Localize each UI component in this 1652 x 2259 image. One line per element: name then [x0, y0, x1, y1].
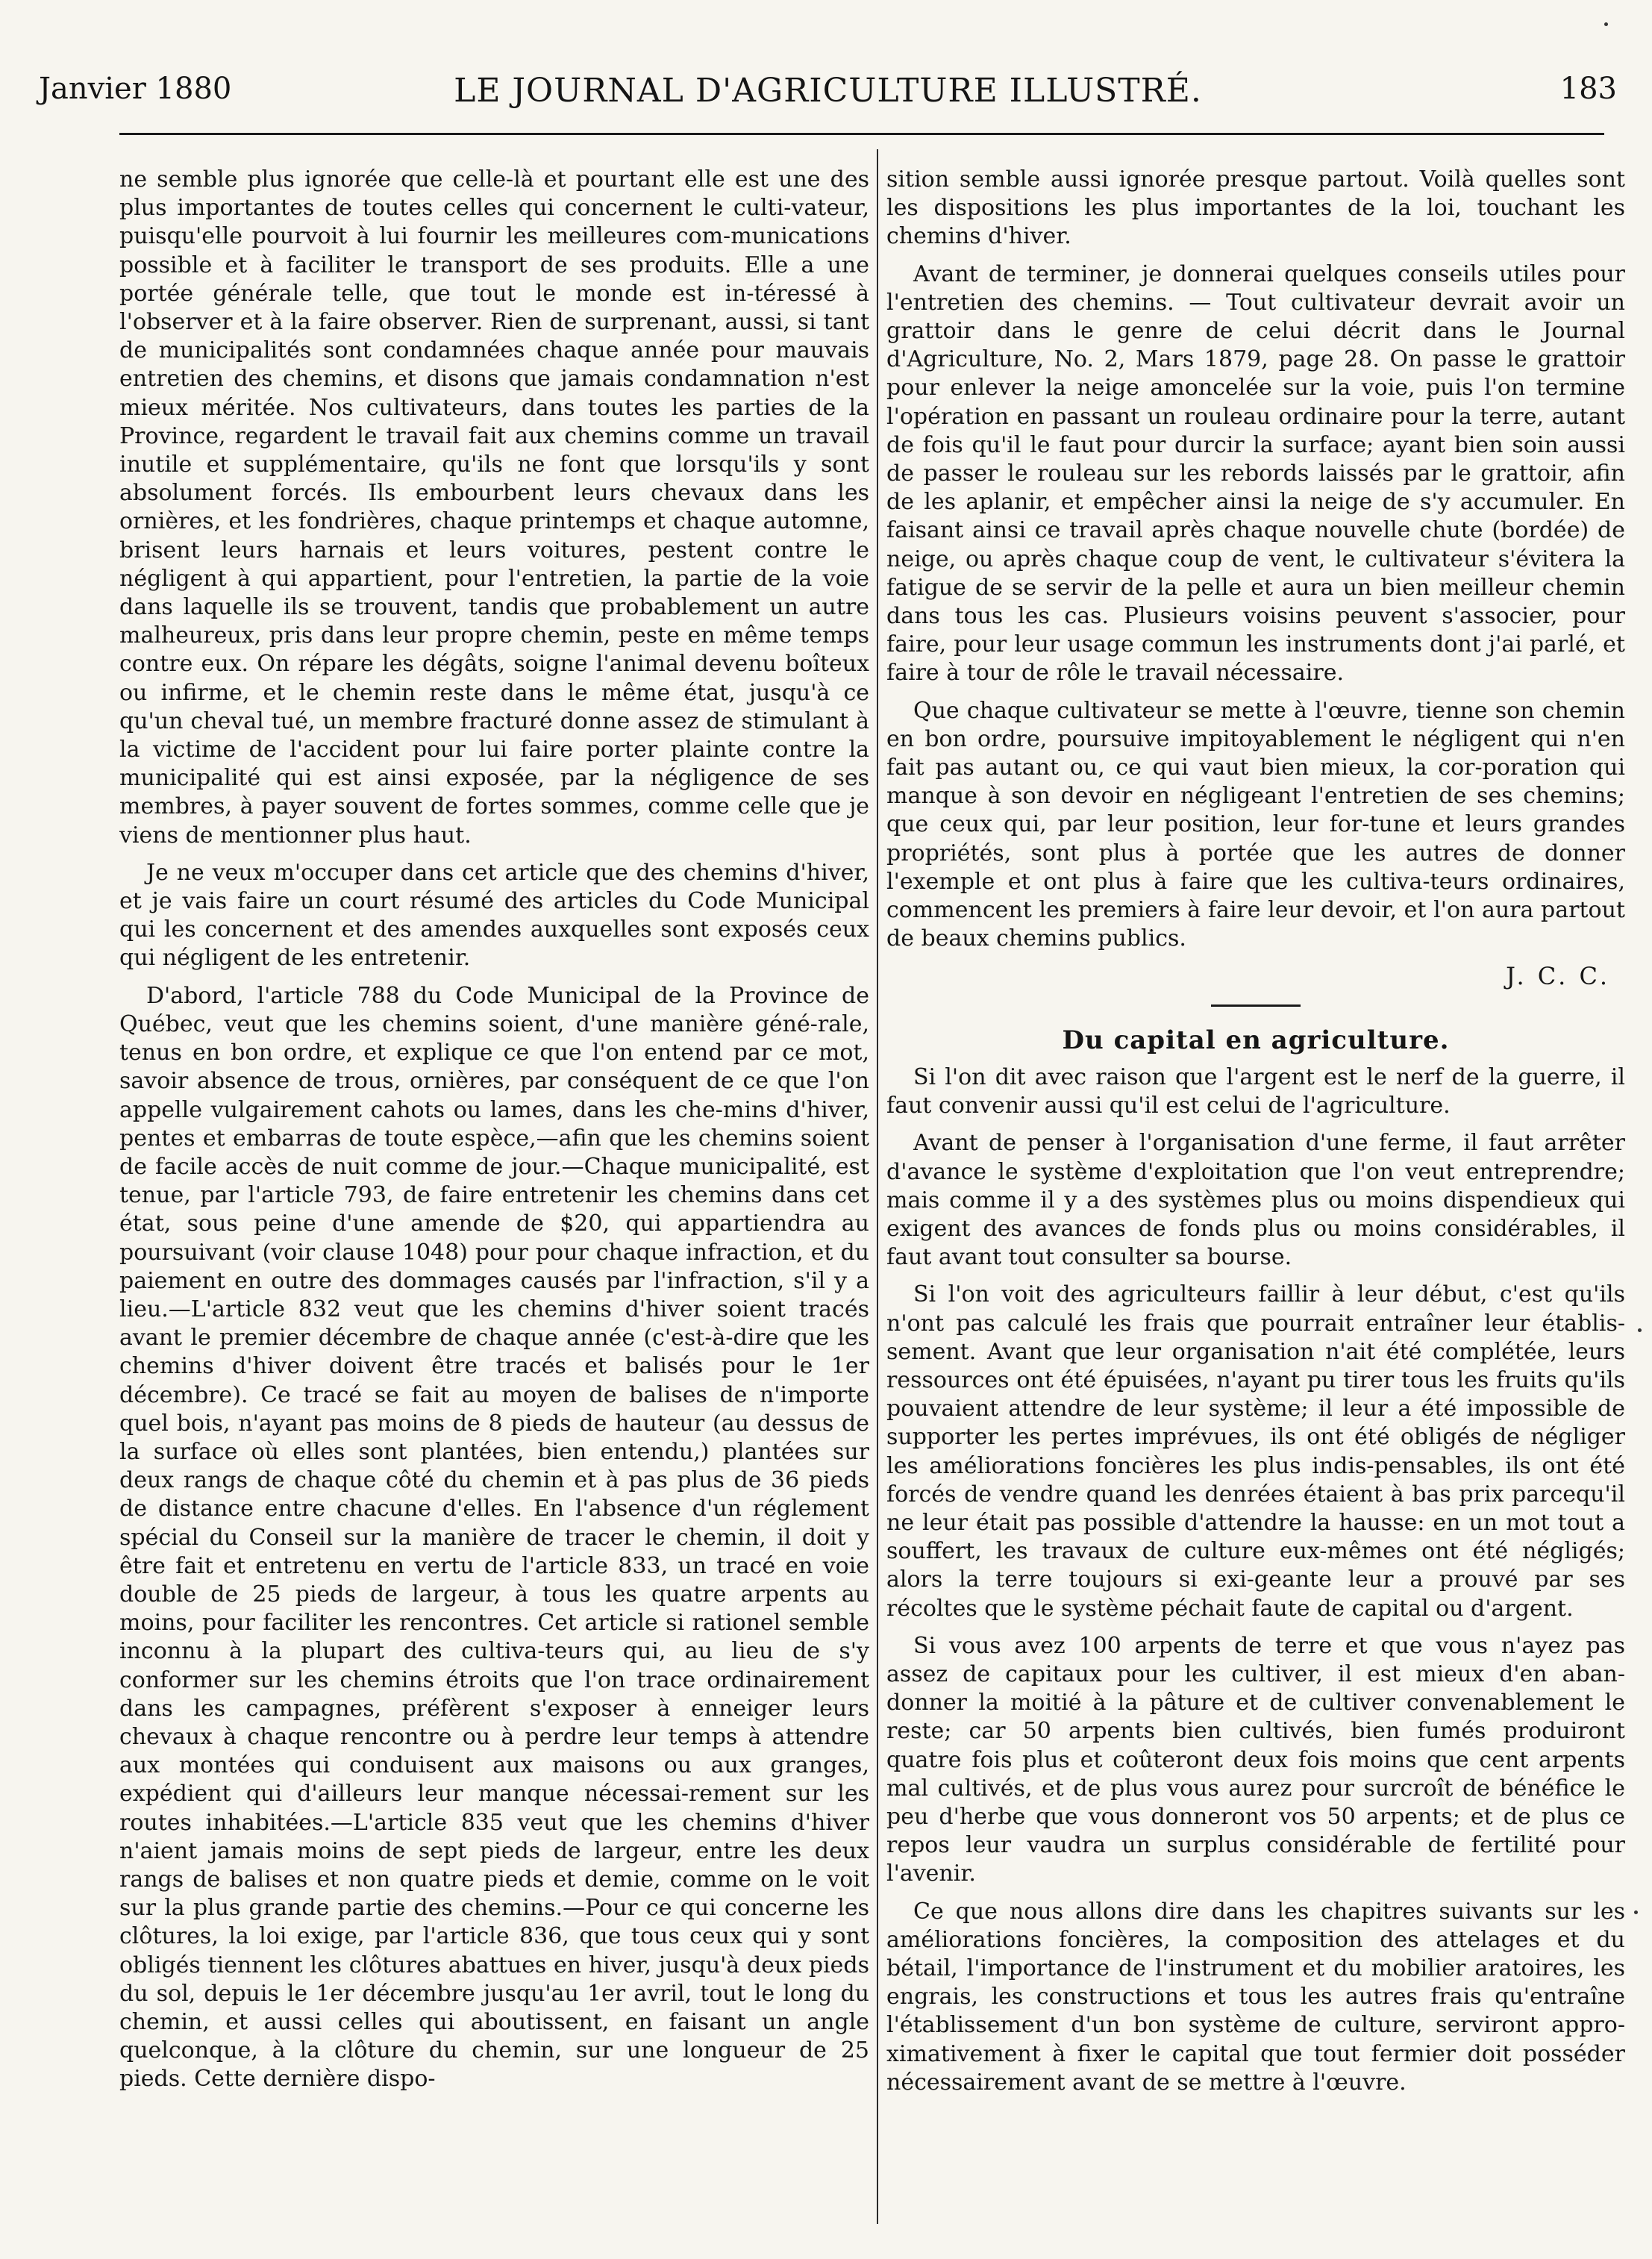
paragraph: Avant de penser à l'organisation d'une ferme, il faut arrêter d'avance le système d'exploitation que l'on veut entreprendre; mais comme il y a des systèmes plus ou moins dispendieux qui exigent des avances de fonds plus ou moins considérables, il faut avant tout consulter sa bourse. [886, 1130, 1625, 1271]
section-rule [1211, 1004, 1301, 1007]
column-divider [877, 149, 878, 2224]
paragraph: Si l'on dit avec raison que l'argent est le nerf de la guerre, il faut convenir aussi qu'il est celui de l'agriculture. [886, 1063, 1625, 1119]
right-column [886, 166, 1625, 2225]
paragraph: sition semble aussi ignorée presque partout. Voilà quelles sont les dispositions les plus importantes de la loi, touchant les chemins d'hiver. [886, 166, 1625, 250]
header-journal-title: LE JOURNAL D'AGRICULTURE ILLUSTRÉ. [454, 72, 1202, 110]
author-signature: J. C. C. [1506, 962, 1610, 991]
page-header [39, 72, 1617, 116]
paragraph: D'abord, l'article 788 du Code Municipal de la Province de Québec, veut que les chemins soient, d'une manière géné-rale, tenus en bon ordre, et explique ce que l'on entend par ce mot, savoir absence de trous, ornières, par conséquent de ce que l'on appelle vulgairement cahots ou lames, dans les che-mins d'hiver, pentes et embarras de toute espèce,—afin que les chemins soient de facile accès de nuit comme de jour.—Chaque municipalité, est tenue, par l'article 793, de faire entretenir les chemins dans cet état, sous peine d'une amende de $20, qui appartiendra au poursuivant (voir clause 1048) pour pour chaque infraction, et du paiement en outre des dommages causés par l'infraction, s'il y a lieu.—L'article 832 veut que les chemins d'hiver soient tracés avant le premier décembre de chaque année (c'est-à-dire que les chemins d'hiver doivent être tracés et balisés pour le 1er décembre). Ce tracé se fait au moyen de balises de n'importe quel bois, n'ayant pas moins de 8 pieds de hauteur (au dessus de la surface où elles sont plantées, bien entendu,) plantées sur deux rangs de chaque côté du chemin et à pas plus de 36 pieds de distance entre chacune d'elles. En l'absence d'un réglement spécial du Conseil sur la manière de tracer le chemin, il doit y être fait et entretenu en vertu de l'article 833, un tracé en voie double de 25 pieds de largeur, à tous les quatre arpents au moins, pour faciliter les rencontres. Cet article si rationel semble inconnu à la plupart des cultiva-teurs qui, au lieu de s'y conformer sur les chemins étroits que l'on trace ordinairement dans les campagnes, préfèrent s'exposer à enneiger leurs chevaux à chaque rencontre ou à perdre leur temps à attendre aux montées qui conduisent aux maisons ou aux granges, expédient qui d'ailleurs leur manque nécessai-rement sur les routes inhabitées.—L'article 835 veut que les chemins d'hiver n'aient jamais moins de sept pieds de largeur, entre les deux rangs de balises et non quatre pieds et demie, comme on le voit sur la plus grande partie des chemins.—Pour ce qui concerne les clôtures, la loi exige, par l'article 836, que tous ceux qui y sont obligés tiennent les clôtures abattues en hiver, jusqu'à deux pieds du sol, depuis le 1er décembre jusqu'au 1er avril, tout le long du chemin, et aussi celles qui aboutissent, en faisant un angle quelconque, à la clôture du chemin, sur une longueur de 25 pieds. Cette dernière dispo- [119, 982, 869, 2093]
header-page-number: 183 [1559, 72, 1617, 106]
paragraph: Ce que nous allons dire dans les chapitres suivants sur les améliorations foncières, la composition des attelages et du bétail, l'importance de l'instrument et du mobilier aratoires, les engrais, les constructions et tous les autres frais qu'entraîne l'établissement d'un bon système de culture, serviront appro-ximativement à fixer le capital que tout fermier doit posséder nécessairement avant de se mettre à l'œuvre. [886, 1898, 1625, 2096]
print-speck [1638, 1328, 1642, 1332]
paragraph: Avant de terminer, je donnerai quelques conseils utiles pour l'entretien des chemins. — Tout cultivateur devrait avoir un grattoir dans le genre de celui décrit dans le Journal d'Agriculture, No. 2, Mars 1879, page 28. On passe le grattoir pour enlever la neige amoncelée sur la voie, puis l'on termine l'opération en passant un rouleau ordinaire pour la terre, autant de fois qu'il le faut pour durcir la surface; ayant bien soin aussi de passer le rouleau sur les rebords laissés par le grattoir, afin de les aplanir, et empêcher ainsi la neige de s'y accumuler. En faisant ainsi ce travail après chaque nouvelle chute (bordée) de neige, ou après chaque coup de vent, le cultivateur s'évitera la fatigue de se servir de la pelle et aura un bien meilleur chemin dans tous les cas. Plusieurs voisins peuvent s'associer, pour faire, pour leur usage commun les instruments dont j'ai parlé, et faire à tour de rôle le travail nécessaire. [886, 260, 1625, 687]
left-column [119, 166, 869, 2225]
header-date: Janvier 1880 [39, 72, 232, 106]
paragraph: Si l'on voit des agriculteurs faillir à leur début, c'est qu'ils n'ont pas calculé les frais que pourrait entraîner leur établis-sement. Avant que leur organisation n'ait été complétée, leurs ressources ont été épuisées, n'ayant pu tirer tous les fruits qu'ils pouvaient attendre de leur système; il leur a été impossible de supporter les pertes imprévues, ils ont été obligés de négliger les améliorations foncières les plus indis-pensables, ils ont été forcés de vendre quand les denrées étaient à bas prix parcequ'il ne leur était pas possible d'attendre la hausse: en un mot tout a souffert, les travaux de culture eux-mêmes ont été négligés; alors la terre toujours si exi-geante leur a prouvé par ses récoltes que le système péchait faute de capital ou d'argent. [886, 1281, 1625, 1622]
print-speck [1634, 1910, 1638, 1914]
section-title: Du capital en agriculture. [1062, 1025, 1450, 1055]
paragraph: Que chaque cultivateur se mette à l'œuvre, tienne son chemin en bon ordre, poursuive impitoyablement le négligent qui n'en fait pas autant ou, ce qui vaut bien mieux, la cor-poration qui manque à son devoir en négligeant l'entretien de ses chemins; que ceux qui, par leur position, leur for-tune et leurs grandes propriétés, sont plus à portée que les autres de donner l'exemple et ont plus à faire que les cultiva-teurs ordinaires, commencent les premiers à faire leur devoir, et l'on aura partout de beaux chemins publics. [886, 697, 1625, 952]
paragraph: Si vous avez 100 arpents de terre et que vous n'ayez pas assez de capitaux pour les cultiver, il est mieux d'en aban-donner la moitié à la pâture et de cultiver convenablement le reste; car 50 arpents bien cultivés, bien fumés produiront quatre fois plus et coûteront deux fois moins que cent arpents mal cultivés, et de plus vous aurez pour surcroît de bénéfice le peu d'herbe que vous donneront vos 50 arpents; et de plus ce repos leur vaudra un surplus considérable de fertilité pour l'avenir. [886, 1632, 1625, 1887]
paragraph: ne semble plus ignorée que celle-là et pourtant elle est une des plus importantes de toutes celles qui concernent le culti-vateur, puisqu'elle pourvoit à lui fournir les meilleures com-munications possible et à faciliter le transport de ses produits. Elle a une portée générale telle, que tout le monde est in-téressé à l'observer et à la faire observer. Rien de surprenant, aussi, si tant de municipalités sont condamnées chaque année pour mauvais entretien des chemins, et disons que jamais condamnation n'est mieux méritée. Nos cultivateurs, dans toutes les parties de la Province, regardent le travail fait aux chemins comme un travail inutile et supplémentaire, qu'ils ne font que lorsqu'ils y sont absolument forcés. Ils embourbent leurs chevaux dans les ornières, et les fondrières, chaque printemps et chaque automne, brisent leurs harnais et leurs voitures, pestent contre le négligent à qui appartient, pour l'entretien, la partie de la voie dans laquelle ils se trouvent, tandis que probablement un autre malheureux, pris dans leur propre chemin, peste en même temps contre eux. On répare les dégâts, soigne l'animal devenu boîteux ou infirme, et le chemin reste dans le même état, jusqu'à ce qu'un cheval tué, un membre fracturé donne assez de stimulant à la victime de l'accident pour lui faire porter plainte contre la municipalité qui est ainsi exposée, par la négligence de ses membres, à payer souvent de fortes sommes, comme celle que je viens de mentionner plus haut. [119, 166, 869, 849]
paragraph: Je ne veux m'occuper dans cet article que des chemins d'hiver, et je vais faire un court résumé des articles du Code Municipal qui les concernent et des amendes auxquelles sont exposés ceux qui négligent de les entretenir. [119, 859, 869, 972]
print-speck [1604, 22, 1608, 26]
header-rule [119, 133, 1604, 135]
